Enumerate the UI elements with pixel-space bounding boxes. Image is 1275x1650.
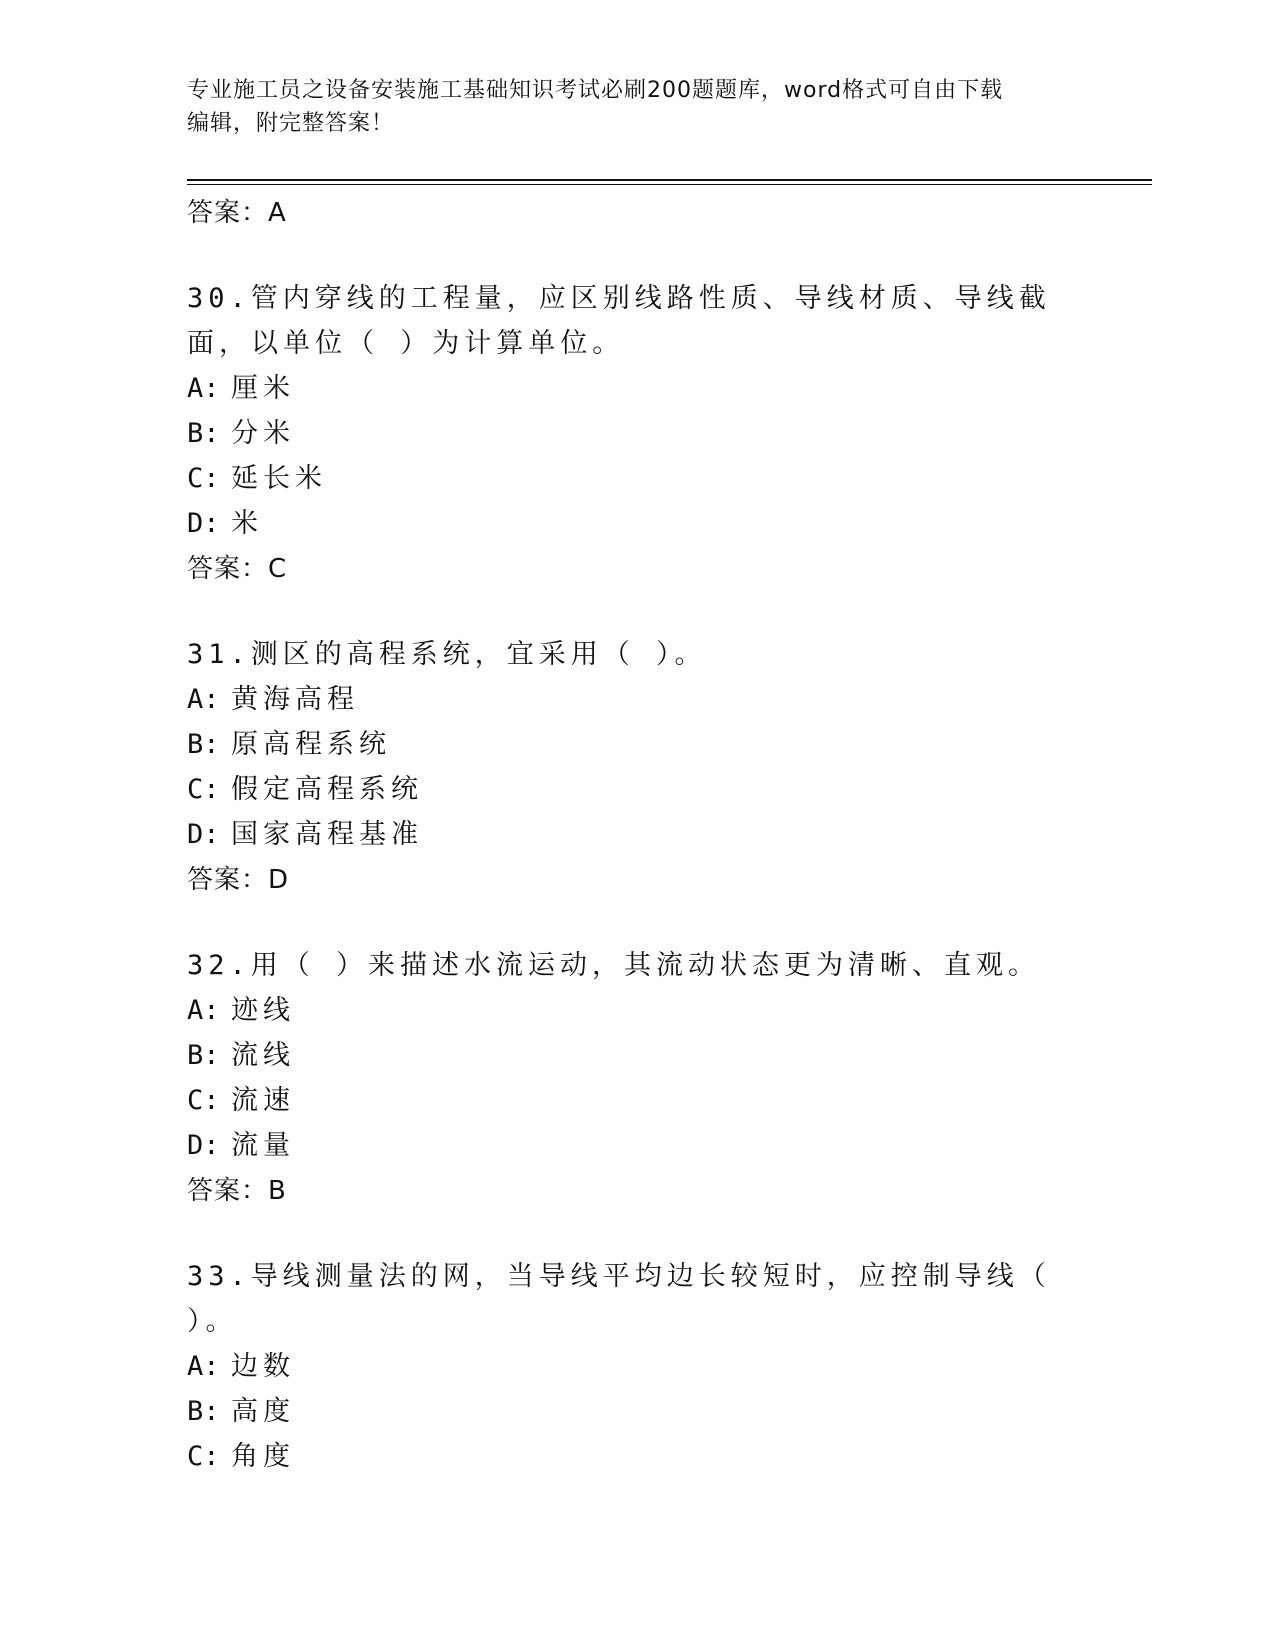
option-key: D: — [187, 1130, 220, 1161]
answer-line: 答案：B — [187, 1176, 287, 1206]
option-text: 假定高程系统 — [231, 774, 423, 805]
option-key: D: — [187, 819, 220, 850]
option-text: 厘米 — [231, 373, 295, 404]
option-text: 流量 — [231, 1130, 295, 1161]
question-stem: 32.用（ ）来描述水流运动，其流动状态更为清晰、直观。 — [187, 950, 1041, 981]
question-32 — [187, 943, 1107, 1214]
question-30 — [187, 276, 1107, 592]
option-text: 角度 — [231, 1441, 295, 1472]
option-text: 米 — [231, 508, 263, 539]
question-33 — [187, 1254, 1107, 1479]
option-text: 国家高程基准 — [231, 819, 423, 850]
option-key: A: — [187, 1351, 220, 1382]
option-a — [187, 677, 1107, 722]
option-c — [187, 767, 1107, 812]
question-stem: 30.管内穿线的工程量，应区别线路性质、导线材质、导线截面，以单位（ ）为计算单位。 — [187, 283, 1051, 359]
option-key: D: — [187, 508, 220, 539]
option-key: B: — [187, 1396, 220, 1427]
option-text: 边数 — [231, 1351, 295, 1382]
question-stem: 33.导线测量法的网，当导线平均边长较短时，应控制导线（ ）。 — [187, 1261, 1051, 1337]
option-c — [187, 456, 1107, 501]
answer-line: 答案：A — [187, 198, 287, 228]
option-key: C: — [187, 1441, 220, 1472]
option-b — [187, 411, 1107, 456]
header-line-2: 编辑，附完整答案！ — [187, 111, 395, 136]
option-d — [187, 501, 1107, 546]
option-text: 高度 — [231, 1396, 295, 1427]
option-text: 黄海高程 — [231, 684, 359, 715]
option-key: B: — [187, 729, 220, 760]
option-c — [187, 1078, 1107, 1123]
option-text: 分米 — [231, 418, 295, 449]
document-header — [187, 74, 1087, 140]
option-text: 流速 — [231, 1085, 295, 1116]
option-text: 原高程系统 — [231, 729, 391, 760]
question-list — [187, 190, 1107, 1479]
option-key: C: — [187, 1085, 220, 1116]
option-key: A: — [187, 373, 220, 404]
option-a — [187, 366, 1107, 411]
option-key: C: — [187, 774, 220, 805]
header-rule — [187, 179, 1152, 181]
option-key: A: — [187, 995, 220, 1026]
option-key: B: — [187, 418, 220, 449]
option-key: C: — [187, 463, 220, 494]
option-text: 流线 — [231, 1040, 295, 1071]
answer-line: 答案：C — [187, 554, 288, 584]
option-d — [187, 812, 1107, 857]
question-31 — [187, 632, 1107, 903]
question-stem: 31.测区的高程系统，宜采用（ ）。 — [187, 639, 707, 670]
option-key: B: — [187, 1040, 220, 1071]
answer-line: 答案：D — [187, 865, 290, 895]
option-b — [187, 1389, 1107, 1434]
option-text: 迹线 — [231, 995, 295, 1026]
header-line-1: 专业施工员之设备安装施工基础知识考试必刷200题题库，word格式可自由下载 — [187, 78, 1004, 103]
option-a — [187, 1344, 1107, 1389]
option-b — [187, 722, 1107, 767]
header-rule-thin — [187, 184, 1152, 185]
option-key: A: — [187, 684, 220, 715]
option-a — [187, 988, 1107, 1033]
option-text: 延长米 — [231, 463, 327, 494]
option-c — [187, 1434, 1107, 1479]
option-d — [187, 1123, 1107, 1168]
option-b — [187, 1033, 1107, 1078]
